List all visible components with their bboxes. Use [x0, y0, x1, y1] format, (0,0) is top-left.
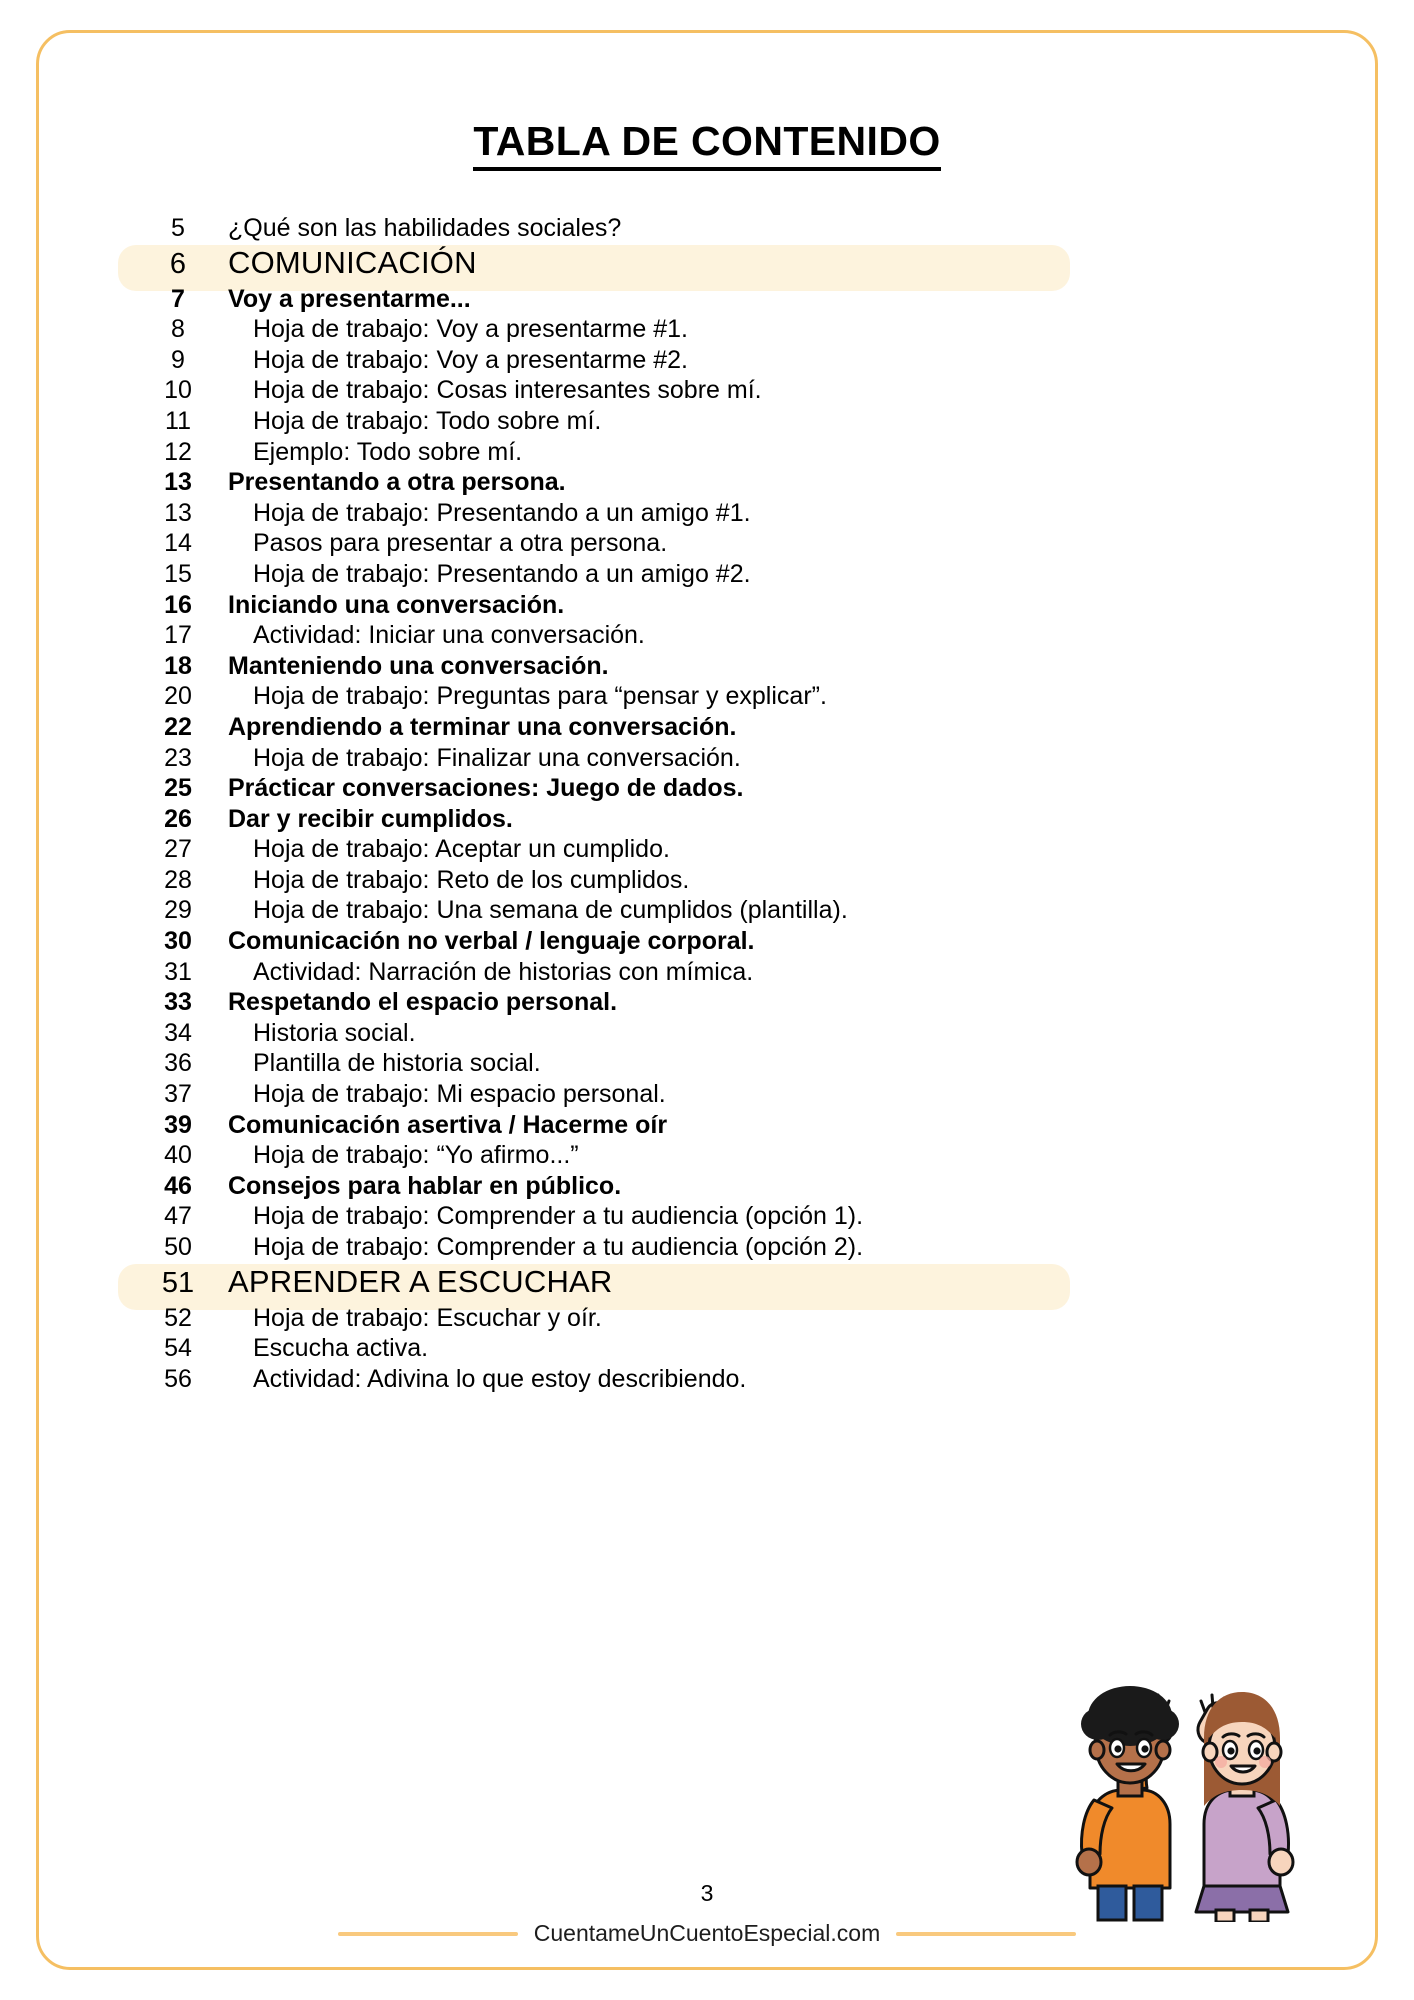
toc-entry-label: Actividad: Narración de historias con mímica.: [253, 957, 754, 986]
toc-entry-label: COMUNICACIÓN: [228, 244, 477, 280]
toc-entry-page-number: 33: [164, 988, 192, 1017]
page-number: 3: [700, 1880, 714, 1906]
toc-entry-label: Consejos para hablar en público.: [228, 1171, 622, 1200]
toc-entry-page-number: 47: [164, 1202, 192, 1231]
toc-entry-label: Hoja de trabajo: Presentando a un amigo #1.: [253, 498, 751, 527]
toc-entry[interactable]: [140, 1143, 1280, 1174]
toc-entry[interactable]: [140, 1364, 1280, 1398]
toc-entry-label: Hoja de trabajo: Escuchar y oír.: [253, 1303, 602, 1332]
toc-entry-label: Respetando el espacio personal.: [228, 988, 618, 1017]
toc-entry-label: Hoja de trabajo: Preguntas para “pensar y explicar”.: [253, 682, 827, 711]
toc-entry-page-number: 34: [164, 1018, 192, 1047]
toc-entry-label: Hoja de trabajo: Aceptar un cumplido.: [253, 835, 670, 864]
toc-entry-label: Hoja de trabajo: Voy a presentarme #1.: [253, 315, 688, 344]
toc-entry[interactable]: [140, 990, 1280, 1021]
toc-entry-page-number: 22: [164, 712, 192, 741]
toc-entry-label: Hoja de trabajo: Finalizar una conversación.: [253, 743, 741, 772]
toc-entry[interactable]: [140, 1235, 1280, 1266]
toc-entry-page-number: 40: [164, 1141, 192, 1170]
toc-entry-page-number: 50: [164, 1233, 192, 1261]
toc-entry-page-number: 31: [164, 957, 192, 986]
toc-entry-page-number: 51: [161, 1266, 195, 1299]
toc-entry[interactable]: [140, 317, 1280, 348]
toc-entry-page-number: 18: [164, 651, 192, 680]
toc-entry-label: Aprendiendo a terminar una conversación.: [228, 712, 737, 741]
toc-entry-page-number: 15: [164, 559, 192, 588]
toc-entry-page-number: 9: [171, 345, 185, 374]
toc-entry[interactable]: [140, 712, 1280, 746]
toc-entry[interactable]: [140, 406, 1280, 440]
toc-entry-label: Hoja de trabajo: Una semana de cumplidos (plantilla).: [253, 896, 848, 925]
page-title: TABLA DE CONTENIDO: [473, 119, 940, 170]
toc-entry-page-number: 37: [164, 1080, 192, 1109]
toc-entry[interactable]: [140, 559, 1280, 593]
toc-entry-label: Manteniendo una conversación.: [228, 651, 609, 680]
toc-entry-page-number: 17: [164, 621, 192, 650]
toc-entry-page-number: 16: [164, 590, 192, 619]
toc-entry-page-number: 28: [164, 865, 192, 894]
toc-entry-page-number: 39: [164, 1110, 192, 1139]
toc-entry-label: Dar y recibir cumplidos.: [228, 804, 513, 833]
toc-entry-page-number: 25: [164, 774, 192, 803]
toc-entry-label: Presentando a otra persona.: [228, 468, 566, 497]
toc-entry-label: Hoja de trabajo: Comprender a tu audiencia (opción 1).: [253, 1202, 864, 1231]
toc-entry[interactable]: [140, 378, 1280, 409]
toc-entry-page-number: 14: [164, 529, 192, 558]
toc-entry[interactable]: [140, 865, 1280, 899]
toc-entry-page-number: 27: [164, 835, 192, 864]
toc-entry[interactable]: [140, 590, 1280, 624]
toc-entry[interactable]: [140, 437, 1280, 471]
toc-entry-label: Ejemplo: Todo sobre mí.: [253, 437, 523, 466]
toc-entry-label: Voy a presentarme...: [228, 284, 471, 313]
toc-entry-page-number: 56: [164, 1364, 192, 1393]
toc-entry[interactable]: [140, 1110, 1280, 1144]
toc-entry-label: Hoja de trabajo: Reto de los cumplidos.: [253, 865, 690, 894]
toc-entry[interactable]: [140, 898, 1280, 929]
toc-entry[interactable]: [140, 837, 1280, 868]
toc-entry[interactable]: [140, 957, 1280, 991]
toc-entry-label: Plantilla de historia social.: [253, 1049, 541, 1078]
toc-entry[interactable]: [140, 284, 1280, 318]
footer-rule-right: [896, 1932, 1076, 1936]
footer-website: CuentameUnCuentoEspecial.com: [533, 1920, 881, 1946]
toc-entry[interactable]: [140, 1204, 1280, 1235]
toc-entry-page-number: 54: [164, 1334, 192, 1363]
toc-entry-label: Comunicación no verbal / lenguaje corporal.: [228, 927, 755, 956]
toc-entry[interactable]: [140, 804, 1280, 838]
toc-entry-page-number: 11: [165, 406, 191, 435]
toc-entry-page-number: 36: [164, 1049, 192, 1078]
toc-entry-page-number: 8: [171, 315, 185, 344]
toc-entry[interactable]: [140, 531, 1280, 562]
toc-entry[interactable]: [140, 470, 1280, 501]
toc-entry-page-number: 6: [169, 247, 187, 280]
toc-entry-page-number: 12: [164, 437, 192, 466]
toc-entry[interactable]: [140, 776, 1280, 807]
toc-entry-page-number: 52: [164, 1303, 192, 1332]
toc-entry-label: Hoja de trabajo: Presentando a un amigo #2.: [253, 559, 751, 588]
toc-entry-page-number: 23: [164, 743, 192, 772]
toc-entry[interactable]: [140, 743, 1280, 777]
toc-entry[interactable]: [140, 1018, 1280, 1052]
toc-entry-page-number: 26: [164, 804, 192, 833]
footer-rule-left: [338, 1932, 518, 1936]
toc-entry-label: ¿Qué son las habilidades sociales?: [228, 214, 622, 242]
toc-entry-label: Iniciando una conversación.: [228, 590, 565, 619]
two-children-high-five-illustration: [1018, 1672, 1358, 1922]
toc-entry-page-number: 20: [164, 682, 192, 711]
toc-entry[interactable]: [140, 216, 1280, 247]
toc-entry-label: Historia social.: [253, 1018, 416, 1047]
toc-entry[interactable]: [140, 1171, 1280, 1205]
toc-entry[interactable]: [140, 1263, 1280, 1306]
toc-entry-page-number: 46: [164, 1171, 192, 1200]
toc-entry-page-number: 10: [164, 376, 192, 405]
toc-entry-label: Hoja de trabajo: Voy a presentarme #2.: [253, 345, 688, 374]
toc-entry-label: Hoja de trabajo: Comprender a tu audiencia (opción 2).: [253, 1233, 864, 1261]
toc-entry-label: Escucha activa.: [253, 1334, 429, 1363]
toc-entry-label: Prácticar conversaciones: Juego de dados.: [228, 774, 744, 803]
toc-entry-page-number: 13: [164, 468, 192, 497]
toc-entry[interactable]: [140, 498, 1280, 532]
toc-entry[interactable]: [140, 623, 1280, 654]
toc-entry-label: APRENDER A ESCUCHAR: [228, 1263, 613, 1299]
toc-entry-label: Hoja de trabajo: “Yo afirmo...”: [253, 1141, 579, 1170]
toc-entry[interactable]: [140, 651, 1280, 685]
toc-entry-label: Actividad: Adivina lo que estoy describiendo.: [253, 1364, 747, 1393]
toc-entry[interactable]: [140, 345, 1280, 379]
toc-entry[interactable]: [140, 1051, 1280, 1082]
toc-entry[interactable]: [140, 1303, 1280, 1337]
toc-entry[interactable]: [140, 929, 1280, 960]
toc-entry-page-number: 13: [164, 498, 192, 527]
toc-entry[interactable]: [140, 684, 1280, 715]
toc-entry-label: Hoja de trabajo: Todo sobre mí.: [253, 406, 602, 435]
toc-entry[interactable]: [140, 1082, 1280, 1113]
page-title-container: [0, 92, 1414, 198]
toc-entry-page-number: 7: [171, 284, 185, 313]
toc-entry-label: Hoja de trabajo: Mi espacio personal.: [253, 1080, 666, 1109]
toc-entry-label: Pasos para presentar a otra persona.: [253, 529, 668, 558]
toc-entry[interactable]: [140, 1336, 1280, 1367]
toc-entry-label: Actividad: Iniciar una conversación.: [253, 621, 645, 650]
toc-entry-page-number: 30: [164, 927, 192, 956]
toc-entry[interactable]: [140, 244, 1280, 287]
toc-entry-label: Hoja de trabajo: Cosas interesantes sobre mí.: [253, 376, 762, 405]
toc-entry-page-number: 5: [171, 214, 185, 242]
footer: [0, 1920, 1414, 1947]
toc-entry-label: Comunicación asertiva / Hacerme oír: [228, 1110, 668, 1139]
toc-entry-page-number: 29: [164, 896, 192, 925]
table-of-contents: [140, 216, 1280, 1397]
